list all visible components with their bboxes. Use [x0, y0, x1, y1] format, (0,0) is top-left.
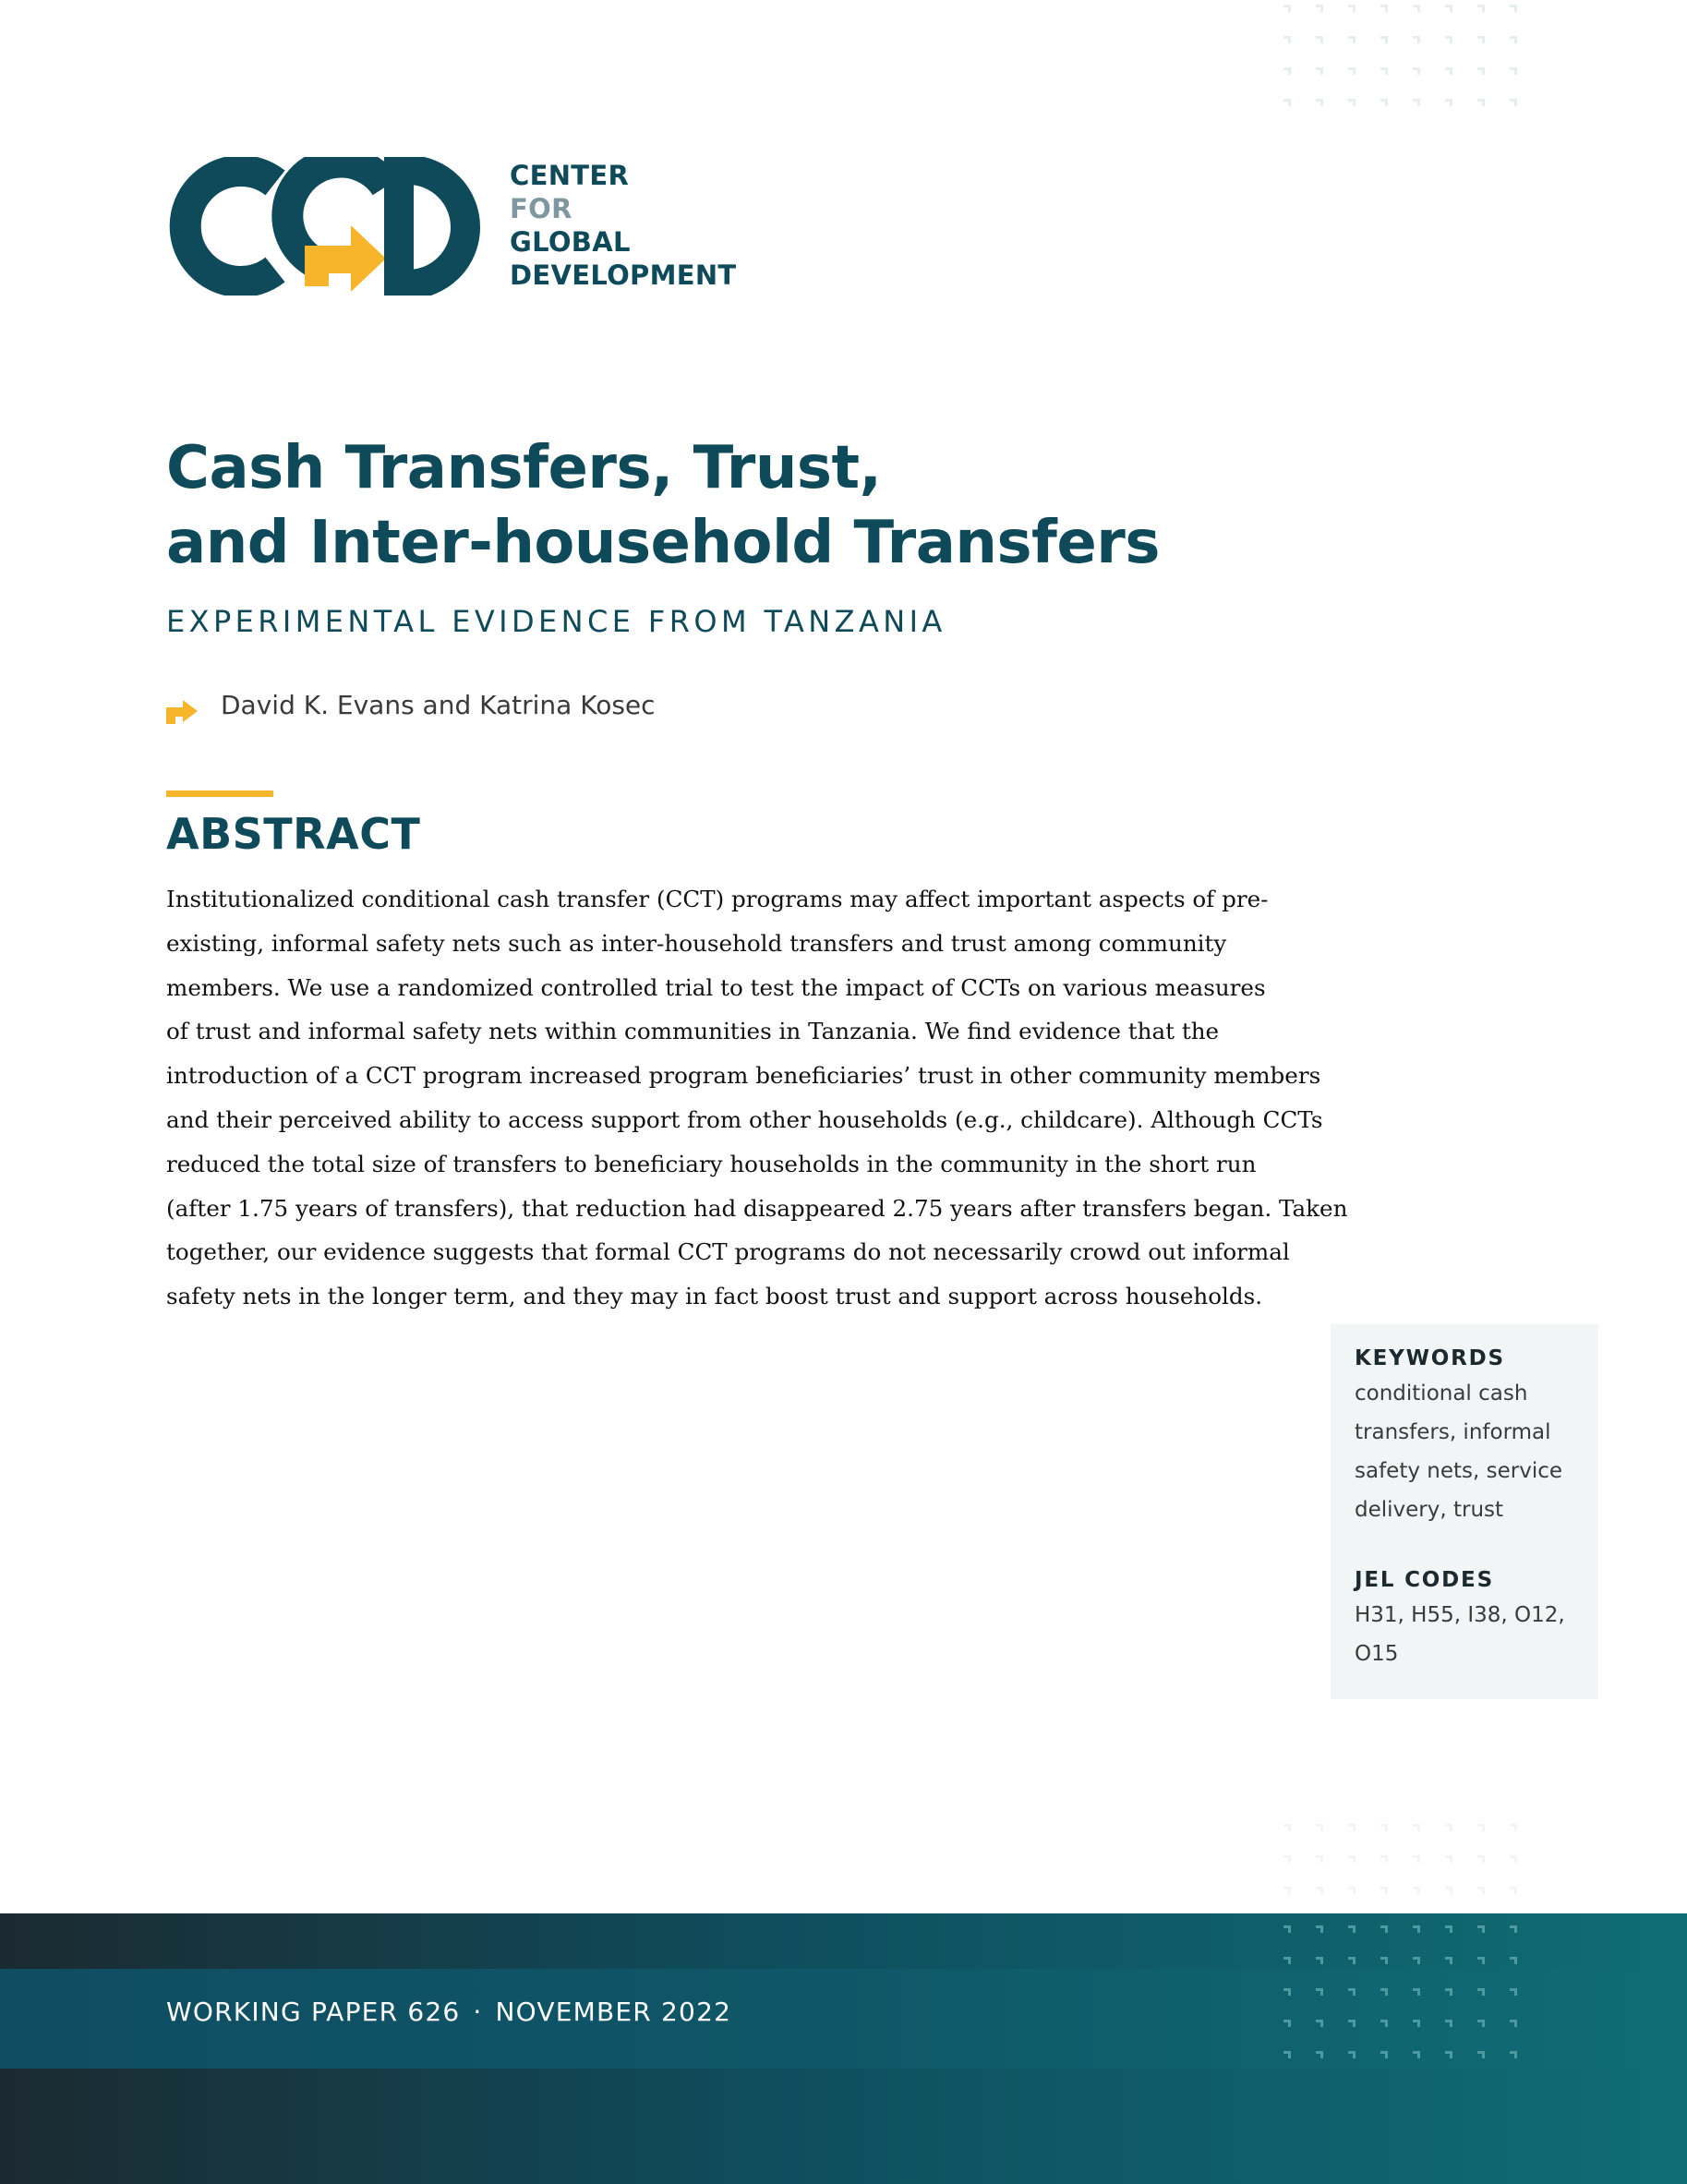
decorative-dot: [1348, 1957, 1356, 1964]
decorative-dot: [1283, 1957, 1291, 1964]
cgd-logo: [166, 157, 737, 296]
decorative-dot: [1283, 1824, 1291, 1831]
decorative-dot: [1445, 2051, 1452, 2058]
decorative-dot: [1348, 5, 1356, 12]
decorative-dot: [1348, 2051, 1356, 2058]
decorative-dot: [1283, 5, 1291, 12]
decorative-dot: [1380, 36, 1388, 43]
decorative-dot: [1510, 36, 1517, 43]
decorative-dot: [1316, 1957, 1323, 1964]
jel-codes-list: [1355, 1596, 1598, 1673]
decorative-dot: [1348, 1855, 1356, 1863]
decorative-dot: [1380, 5, 1388, 12]
decorative-dot: [1316, 5, 1323, 12]
decorative-dot: [1413, 1887, 1420, 1894]
decorative-dot: [1413, 1988, 1420, 1996]
footer-separator: ·: [473, 1997, 483, 2027]
decorative-dot: [1283, 1887, 1291, 1894]
decorative-dot: [1348, 67, 1356, 75]
decorative-dot: [1348, 99, 1356, 106]
paper-title-line-2: and Inter-household Transfers: [166, 509, 1160, 577]
decorative-dot: [1477, 1855, 1485, 1863]
decorative-dot: [1380, 2051, 1388, 2058]
decorative-dot: [1510, 5, 1517, 12]
decorative-dot: [1348, 1925, 1356, 1933]
org-name-line-2: FOR: [510, 193, 572, 224]
decorative-dot-pattern-middle: [1283, 1824, 1542, 1907]
decorative-dot: [1445, 1855, 1452, 1863]
decorative-dot: [1445, 2020, 1452, 2027]
abstract-line: introduction of a CCT program increased program beneficiaries’ trust in other community members: [166, 1062, 1321, 1090]
decorative-dot: [1380, 67, 1388, 75]
decorative-dot: [1283, 1925, 1291, 1933]
decorative-dot: [1445, 99, 1452, 106]
decorative-dot: [1283, 99, 1291, 106]
decorative-dot: [1316, 2020, 1323, 2027]
decorative-dot: [1445, 36, 1452, 43]
decorative-dot: [1316, 1988, 1323, 1996]
paper-authors: David K. Evans and Katrina Kosec: [221, 690, 656, 720]
abstract-line: and their perceived ability to access support from other households (e.g., childcare). Although CCTs: [166, 1105, 1323, 1133]
org-name-line-1: CENTER: [510, 160, 630, 191]
decorative-dot: [1510, 1824, 1517, 1831]
decorative-dot: [1283, 2051, 1291, 2058]
decorative-dot: [1477, 5, 1485, 12]
decorative-dot: [1477, 1988, 1485, 1996]
jel-codes-line: O15: [1355, 1642, 1399, 1666]
abstract-line: reduced the total size of transfers to beneficiary households in the community in the short run: [166, 1150, 1257, 1177]
abstract-line: (after 1.75 years of transfers), that reduction had disappeared 2.75 years after transfers began. Taken: [166, 1194, 1348, 1222]
decorative-dot: [1348, 1824, 1356, 1831]
keywords-line: transfers, informal: [1355, 1420, 1551, 1444]
org-name: [510, 159, 737, 292]
abstract-accent-rule: [166, 790, 273, 797]
decorative-dot: [1413, 2020, 1420, 2027]
abstract-body: [166, 877, 1347, 1319]
keywords-line: delivery, trust: [1355, 1498, 1504, 1522]
abstract-line: of trust and informal safety nets within communities in Tanzania. We find evidence that the: [166, 1018, 1220, 1045]
publication-date: NOVEMBER 2022: [495, 1997, 732, 2027]
decorative-dot: [1413, 5, 1420, 12]
decorative-dot: [1477, 67, 1485, 75]
decorative-dot: [1477, 1957, 1485, 1964]
decorative-dot: [1445, 5, 1452, 12]
paper-title-line-1: Cash Transfers, Trust,: [166, 434, 882, 502]
decorative-dot: [1380, 99, 1388, 106]
decorative-dot: [1413, 1855, 1420, 1863]
decorative-dot: [1348, 2020, 1356, 2027]
decorative-dot: [1445, 67, 1452, 75]
decorative-dot: [1316, 67, 1323, 75]
decorative-dot: [1348, 36, 1356, 43]
decorative-dot: [1283, 1855, 1291, 1863]
decorative-dot: [1283, 1988, 1291, 1996]
decorative-dot: [1477, 1887, 1485, 1894]
decorative-dot: [1413, 1824, 1420, 1831]
decorative-dot: [1380, 1957, 1388, 1964]
decorative-dot: [1477, 2051, 1485, 2058]
cgd-logo-mark-icon: [166, 157, 480, 296]
decorative-dot: [1380, 1887, 1388, 1894]
decorative-dot: [1413, 2051, 1420, 2058]
decorative-dot: [1413, 99, 1420, 106]
decorative-dot: [1510, 1925, 1517, 1933]
decorative-dot: [1283, 67, 1291, 75]
paper-title: [166, 431, 1160, 581]
jel-codes-heading: JEL CODES: [1355, 1568, 1494, 1592]
decorative-dot: [1316, 36, 1323, 43]
working-paper-number: WORKING PAPER 626: [166, 1997, 461, 2027]
footer-citation: [166, 1997, 731, 2027]
decorative-dot: [1413, 1957, 1420, 1964]
decorative-dot: [1477, 99, 1485, 106]
decorative-dot: [1445, 1988, 1452, 1996]
keywords-line: safety nets, service: [1355, 1459, 1563, 1483]
keywords-heading: KEYWORDS: [1355, 1346, 1505, 1370]
decorative-dot: [1316, 2051, 1323, 2058]
decorative-dot: [1283, 36, 1291, 43]
decorative-dot: [1380, 1824, 1388, 1831]
decorative-dot: [1316, 1887, 1323, 1894]
keywords-line: conditional cash: [1355, 1382, 1528, 1406]
keywords-sidebar: [1331, 1324, 1598, 1699]
paper-subtitle: EXPERIMENTAL EVIDENCE FROM TANZANIA: [166, 604, 946, 639]
decorative-dot: [1510, 1988, 1517, 1996]
decorative-dot: [1316, 1824, 1323, 1831]
abstract-line: members. We use a randomized controlled trial to test the impact of CCTs on various measures: [166, 973, 1266, 1001]
decorative-dot: [1380, 1855, 1388, 1863]
decorative-dot-pattern-footer: [1283, 1925, 1542, 2073]
decorative-dot: [1510, 1855, 1517, 1863]
org-name-line-4: DEVELOPMENT: [510, 259, 737, 291]
decorative-dot: [1380, 1925, 1388, 1933]
decorative-dot: [1380, 1988, 1388, 1996]
abstract-heading: ABSTRACT: [166, 809, 421, 859]
decorative-dot: [1413, 36, 1420, 43]
keywords-list: [1355, 1374, 1598, 1529]
decorative-dot: [1477, 1925, 1485, 1933]
decorative-dot: [1510, 1957, 1517, 1964]
decorative-dot: [1477, 36, 1485, 43]
decorative-dot-pattern-top: [1283, 5, 1542, 120]
decorative-dot: [1380, 2020, 1388, 2027]
jel-codes-line: H31, H55, I38, O12,: [1355, 1603, 1565, 1627]
decorative-dot: [1445, 1824, 1452, 1831]
abstract-line: existing, informal safety nets such as inter-household transfers and trust among community: [166, 929, 1227, 957]
decorative-dot: [1445, 1887, 1452, 1894]
decorative-dot: [1283, 2020, 1291, 2027]
decorative-dot: [1316, 99, 1323, 106]
decorative-dot: [1316, 1925, 1323, 1933]
decorative-dot: [1445, 1957, 1452, 1964]
decorative-dot: [1510, 99, 1517, 106]
decorative-dot: [1445, 1925, 1452, 1933]
decorative-dot: [1510, 1887, 1517, 1894]
decorative-dot: [1413, 1925, 1420, 1933]
decorative-dot: [1510, 2051, 1517, 2058]
decorative-dot: [1510, 67, 1517, 75]
abstract-line: Institutionalized conditional cash transfer (CCT) programs may affect important aspects of pre-: [166, 886, 1269, 912]
decorative-dot: [1477, 2020, 1485, 2027]
abstract-line: safety nets in the longer term, and they may in fact boost trust and support across households.: [166, 1283, 1263, 1310]
decorative-dot: [1316, 1855, 1323, 1863]
decorative-dot: [1413, 67, 1420, 75]
org-name-line-3: GLOBAL: [510, 226, 631, 258]
decorative-dot: [1510, 2020, 1517, 2027]
decorative-dot: [1348, 1988, 1356, 1996]
decorative-dot: [1477, 1824, 1485, 1831]
abstract-line: together, our evidence suggests that formal CCT programs do not necessarily crowd out informal: [166, 1238, 1290, 1266]
decorative-dot: [1348, 1887, 1356, 1894]
arrow-corner-icon: [166, 696, 198, 724]
